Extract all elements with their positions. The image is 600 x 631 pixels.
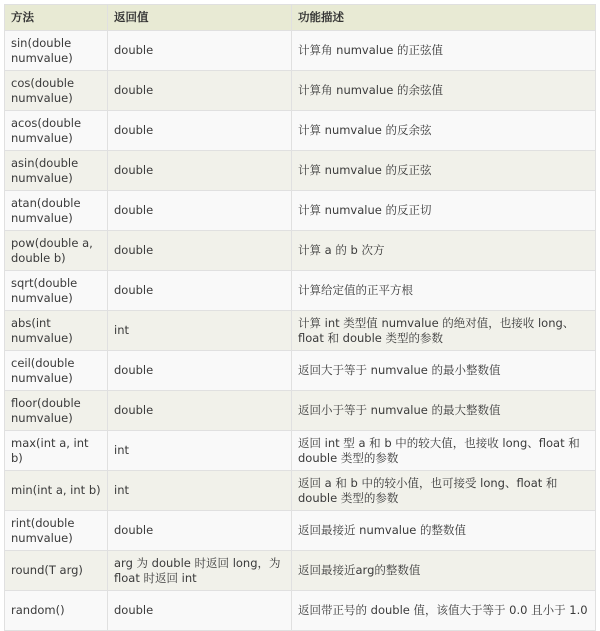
method-cell: sin(double numvalue) xyxy=(5,31,108,71)
method-cell: round(T arg) xyxy=(5,551,108,591)
method-cell: random() xyxy=(5,591,108,631)
method-cell: abs(int numvalue) xyxy=(5,311,108,351)
header-return-value: 返回值 xyxy=(108,5,292,31)
table-row xyxy=(5,31,596,71)
table-row xyxy=(5,191,596,231)
return-cell: int xyxy=(108,431,292,471)
table-row xyxy=(5,551,596,591)
description-cell: 计算 numvalue 的反正弦 xyxy=(292,151,596,191)
table-row xyxy=(5,271,596,311)
table-row xyxy=(5,311,596,351)
table-row xyxy=(5,351,596,391)
method-cell: asin(double numvalue) xyxy=(5,151,108,191)
description-cell: 计算角 numvalue 的正弦值 xyxy=(292,31,596,71)
method-cell: cos(double numvalue) xyxy=(5,71,108,111)
return-cell: int xyxy=(108,471,292,511)
return-cell: double xyxy=(108,391,292,431)
return-cell: arg 为 double 时返回 long，为 float 时返回 int xyxy=(108,551,292,591)
header-method: 方法 xyxy=(5,5,108,31)
description-cell: 计算角 numvalue 的余弦值 xyxy=(292,71,596,111)
table-row xyxy=(5,511,596,551)
method-cell: sqrt(double numvalue) xyxy=(5,271,108,311)
return-cell: double xyxy=(108,111,292,151)
table-row xyxy=(5,151,596,191)
description-cell: 返回 a 和 b 中的较小值，也可接受 long、float 和 double 类型的参数 xyxy=(292,471,596,511)
description-cell: 计算 numvalue 的反正切 xyxy=(292,191,596,231)
math-methods-table xyxy=(4,4,596,631)
description-cell: 计算 numvalue 的反余弦 xyxy=(292,111,596,151)
method-cell: ceil(double numvalue) xyxy=(5,351,108,391)
description-cell: 返回大于等于 numvalue 的最小整数值 xyxy=(292,351,596,391)
return-cell: double xyxy=(108,151,292,191)
description-cell: 返回最接近arg的整数值 xyxy=(292,551,596,591)
description-cell: 返回带正号的 double 值，该值大于等于 0.0 且小于 1.0 xyxy=(292,591,596,631)
return-cell: int xyxy=(108,311,292,351)
description-cell: 计算 a 的 b 次方 xyxy=(292,231,596,271)
table-header-row xyxy=(5,5,596,31)
method-cell: floor(double numvalue) xyxy=(5,391,108,431)
return-cell: double xyxy=(108,71,292,111)
return-cell: double xyxy=(108,231,292,271)
header-description: 功能描述 xyxy=(292,5,596,31)
method-cell: min(int a, int b) xyxy=(5,471,108,511)
return-cell: double xyxy=(108,271,292,311)
return-cell: double xyxy=(108,191,292,231)
table-row xyxy=(5,431,596,471)
method-cell: atan(double numvalue) xyxy=(5,191,108,231)
description-cell: 计算给定值的正平方根 xyxy=(292,271,596,311)
method-cell: max(int a, int b) xyxy=(5,431,108,471)
method-cell: pow(double a, double b) xyxy=(5,231,108,271)
method-cell: acos(double numvalue) xyxy=(5,111,108,151)
table-row xyxy=(5,111,596,151)
table-row xyxy=(5,231,596,271)
table-row xyxy=(5,71,596,111)
description-cell: 计算 int 类型值 numvalue 的绝对值，也接收 long、float 和 double 类型的参数 xyxy=(292,311,596,351)
return-cell: double xyxy=(108,31,292,71)
description-cell: 返回小于等于 numvalue 的最大整数值 xyxy=(292,391,596,431)
description-cell: 返回 int 型 a 和 b 中的较大值，也接收 long、float 和 double 类型的参数 xyxy=(292,431,596,471)
table-row xyxy=(5,391,596,431)
return-cell: double xyxy=(108,591,292,631)
return-cell: double xyxy=(108,351,292,391)
description-cell: 返回最接近 numvalue 的整数值 xyxy=(292,511,596,551)
table-row xyxy=(5,471,596,511)
return-cell: double xyxy=(108,511,292,551)
method-cell: rint(double numvalue) xyxy=(5,511,108,551)
